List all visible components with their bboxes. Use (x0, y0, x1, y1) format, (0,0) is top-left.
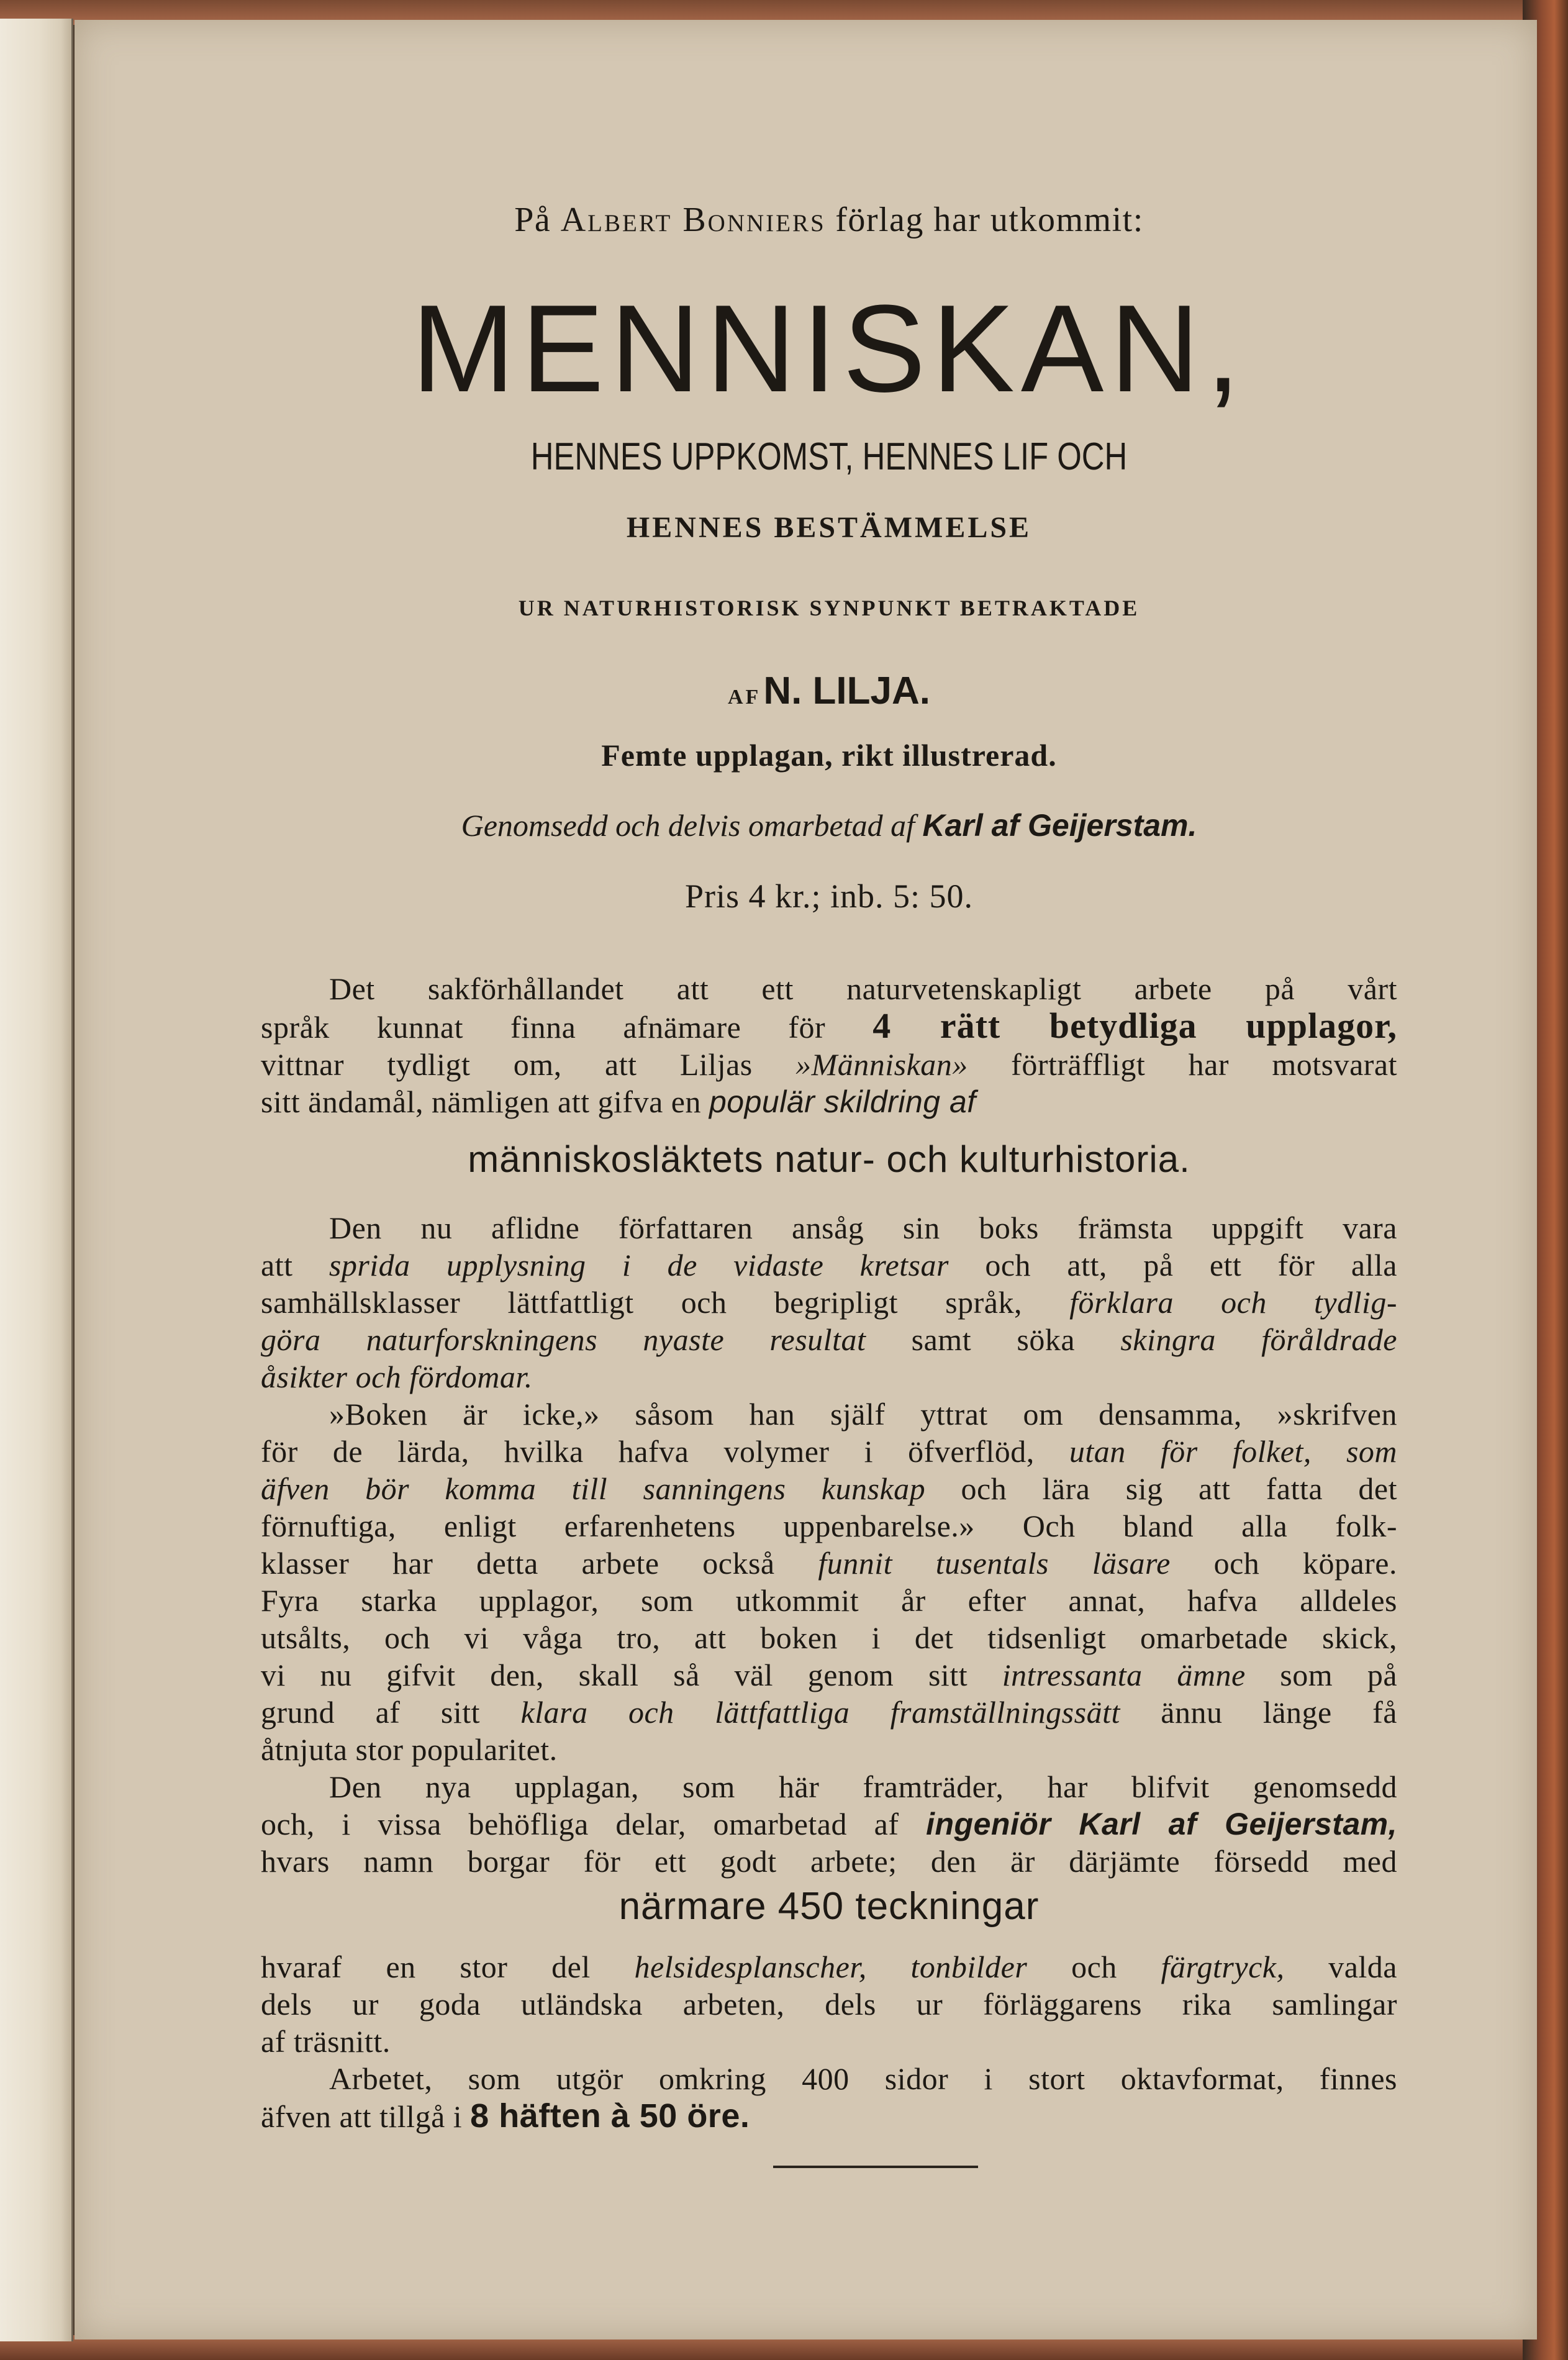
publisher-prefix: På (514, 201, 561, 239)
p3-line-3-b: och lära sig att fatta det (925, 1471, 1397, 1506)
p5-line-3: af träsnitt. (261, 2024, 391, 2059)
p3-line-3 (261, 1470, 1397, 1507)
p3-line-5-a: klasser har detta arbete också (261, 1546, 818, 1581)
p2-emphasis-1: sprida upplysning i de vidaste kretsar (329, 1248, 949, 1282)
p2-line-1: Den nu aflidne författaren ansåg sin boks främsta uppgift vara (329, 1210, 1397, 1245)
p5-line-1-c: och (1027, 1949, 1161, 1984)
highlight-natur-kulturhistoria: människosläktets natur- och kulturhistoria. (468, 1138, 1190, 1180)
p3-line-2-a: för de lärda, hvilka hafva volymer i öfverflöd, (261, 1434, 1069, 1469)
paragraph-2 (261, 1209, 1397, 1880)
p6-line-2 (261, 2097, 1397, 2135)
p1-emphasis-skildring: populär skildring af (709, 1084, 976, 1119)
p3-line-4: förnuftiga, enligt erfarenhetens uppenbarelse.» Och bland alla folk- (261, 1509, 1397, 1543)
publisher-suffix: förlag har utkommit: (825, 201, 1144, 239)
paragraph-1 (261, 970, 1397, 1120)
p4-line-2 (261, 1805, 1397, 1843)
revised-line (261, 807, 1397, 843)
p6-emphasis-haften: 8 häften à 50 öre. (470, 2097, 750, 2135)
p2-line-2-a: att (261, 1248, 329, 1282)
subtitle-2: HENNES BESTÄMMELSE (626, 511, 1032, 544)
p3-line-9-c: ännu länge få (1120, 1695, 1397, 1730)
p6-line-1: Arbetet, som utgör omkring 400 sidor i stort oktavformat, finnes (329, 2061, 1397, 2096)
p4-line-2-a: och, i vissa behöfliga delar, omarbetad af (261, 1807, 927, 1841)
p6-line-2-a: äfven att tillgå i (261, 2099, 471, 2134)
p2-emphasis-5: åsikter och fördomar. (261, 1359, 533, 1394)
subtitle-1: HENNES UPPKOMST, HENNES LIF OCH (530, 435, 1128, 478)
p3-emphasis-2: äfven bör komma till sanningens kunskap (261, 1471, 926, 1506)
p5-emphasis-1: helsidesplanscher, tonbilder (634, 1949, 1028, 1984)
p4-emphasis-editor: ingeniör Karl af Geijerstam, (926, 1807, 1398, 1841)
p1-line-3-c: förträffligt har motsvarat (968, 1047, 1397, 1082)
p3-line-5 (261, 1545, 1397, 1582)
p2-line-3-a: samhällsklasser lättfattligt och begripligt språk, (261, 1285, 1070, 1320)
p5-line-1-a: hvaraf en stor del (261, 1949, 635, 1984)
p1-line-4-a: sitt ändamål, nämligen att gifva en (261, 1084, 709, 1119)
p1-line-4 (261, 1083, 1397, 1120)
p5-line-1 (261, 1948, 1397, 1986)
subtitle-3: UR NATURHISTORISK SYNPUNKT BETRAKTADE (518, 596, 1140, 620)
closing-rule (773, 2166, 978, 2168)
p2-emphasis-3: göra naturforskningens nyaste resultat (261, 1322, 866, 1357)
p2-emphasis-2: förklara och tydlig- (1069, 1285, 1397, 1320)
author-prefix: AF (727, 686, 761, 709)
p5-emphasis-2: färgtryck, (1161, 1949, 1285, 1984)
p1-title-ref: »Människan» (795, 1047, 968, 1082)
p3-line-5-c: och köpare. (1170, 1546, 1397, 1581)
highlight-teckningar: närmare 450 teckningar (619, 1885, 1040, 1928)
p3-line-7: utsålts, och vi våga tro, att boken i det tidsenligt omarbetade skick, (261, 1620, 1397, 1655)
publisher-name: Albert Bonniers (560, 201, 826, 239)
revised-editor: Karl af Geijerstam. (922, 808, 1197, 843)
p1-line-1: Det sakförhållandet att ett naturvetenskapligt arbete på vårt (329, 971, 1397, 1006)
p4-line-1: Den nya upplagan, som här framträder, har blifvit genomsedd (329, 1769, 1397, 1804)
p3-emphasis-1: utan för folket, som (1069, 1434, 1398, 1469)
p3-line-8-a: vi nu gifvit den, skall så väl genom sitt (261, 1658, 1002, 1692)
p2-line-3 (261, 1284, 1397, 1321)
p1-line-2-a: språk kunnat finna afnämare för (261, 1010, 873, 1045)
p3-emphasis-5: klara och lättfattliga framställningssätt (520, 1695, 1120, 1730)
publisher-line (261, 200, 1397, 240)
p3-line-9-a: grund af sitt (261, 1695, 521, 1730)
p2-emphasis-4: skingra föråldrade (1120, 1322, 1397, 1357)
p2-line-5 (261, 1358, 1397, 1396)
p3-emphasis-4: intressanta ämne (1002, 1658, 1246, 1692)
p5-line-2: dels ur goda utländska arbeten, dels ur förläggarens rika samlingar (261, 1987, 1397, 2022)
author-name: N. LILJA. (763, 669, 930, 712)
p3-line-9 (261, 1694, 1397, 1731)
p3-line-8 (261, 1656, 1397, 1694)
previous-pages-edge (0, 19, 73, 2341)
p4-line-3: hvars namn borgar för ett godt arbete; den är därjämte försedd med (261, 1844, 1397, 1879)
paragraph-5 (261, 1948, 1397, 2135)
author-line (261, 669, 1397, 713)
revised-text: Genomsedd och delvis omarbetad af (461, 808, 923, 843)
price-line: Pris 4 kr.; inb. 5: 50. (684, 878, 974, 915)
p3-line-1: »Boken är icke,» såsom han själf yttrat om densamma, »skrifven (329, 1397, 1397, 1432)
p2-line-2 (261, 1246, 1397, 1284)
book-page (75, 20, 1537, 2340)
edition-line: Femte upplagan, rikt illustrerad. (601, 738, 1057, 773)
p3-line-10: åtnjuta stor popularitet. (261, 1732, 558, 1767)
p3-line-8-c: som på (1245, 1658, 1398, 1692)
p1-line-3 (261, 1046, 1397, 1083)
p3-line-2 (261, 1433, 1397, 1470)
p1-line-3-a: vittnar tydligt om, att Liljas (261, 1047, 796, 1082)
main-title: MENNISKAN, (411, 279, 1247, 418)
p3-emphasis-3: funnit tusentals läsare (818, 1546, 1171, 1581)
p2-line-2-c: och att, på ett för alla (948, 1248, 1397, 1282)
p2-line-4 (261, 1321, 1397, 1358)
p5-line-1-e: valda (1284, 1949, 1398, 1984)
p3-line-6: Fyra starka upplagor, som utkommit år efter annat, hafva alldeles (261, 1583, 1397, 1618)
p1-emphasis-upplagor: 4 rätt betydliga upplagor, (872, 1005, 1397, 1046)
p2-line-4-b: samt söka (866, 1322, 1121, 1357)
p1-line-2 (261, 1007, 1397, 1046)
